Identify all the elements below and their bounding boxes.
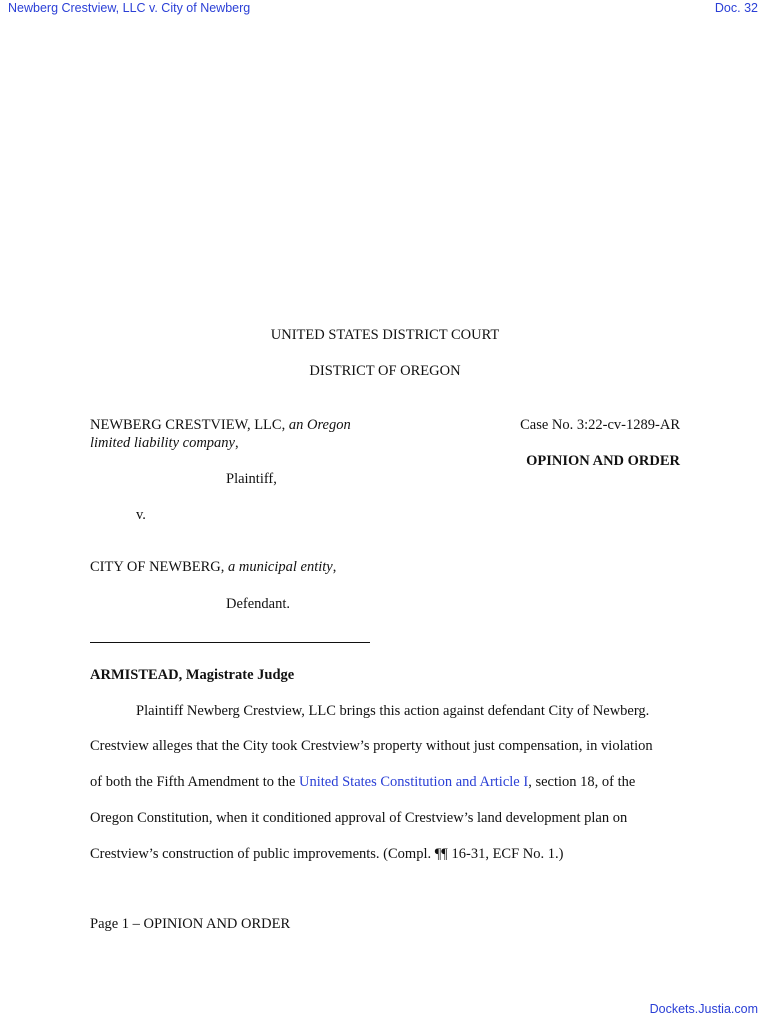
- judge-name: ARMISTEAD, Magistrate Judge: [90, 667, 295, 683]
- defendant-description-suffix: ,: [332, 559, 337, 575]
- plaintiff-line-2: [90, 434, 380, 452]
- body-line-3: [90, 773, 680, 791]
- body-line-3-start: of both the Fifth Amendment to the: [90, 774, 300, 790]
- document-heading: OPINION AND ORDER: [526, 453, 680, 469]
- versus: v.: [136, 507, 146, 523]
- body-line-2: Crestview alleges that the City took Crestview’s property without just compensation, in violation: [90, 738, 653, 754]
- page-footer: Page 1 – OPINION AND ORDER: [90, 916, 291, 932]
- defendant-line: [90, 558, 336, 576]
- doc-number-link[interactable]: Doc. 32: [714, 1, 758, 15]
- justia-source-link[interactable]: Dockets.Justia.com: [649, 1002, 758, 1016]
- body-line-5: Crestview’s construction of public improvements. (Compl. ¶¶ 16-31, ECF No. 1.): [90, 846, 564, 862]
- body-line-4: Oregon Constitution, when it conditioned approval of Crestview’s land development plan on: [90, 810, 628, 826]
- case-title-link[interactable]: Newberg Crestview, LLC v. City of Newberg: [8, 1, 251, 15]
- caption-plaintiff: [90, 416, 380, 452]
- court-name: UNITED STATES DISTRICT COURT: [270, 327, 500, 343]
- plaintiff-description-1: an Oregon: [288, 417, 351, 433]
- body-line-3-end: , section 18, of the: [528, 774, 636, 790]
- defendant-description: a municipal entity: [228, 559, 333, 575]
- caption-divider: [90, 642, 370, 643]
- document-page: [90, 0, 680, 1024]
- body-line-1: Plaintiff Newberg Crestview, LLC brings this action against defendant City of Newberg.: [136, 703, 650, 719]
- constitution-link[interactable]: United States Constitution and Article I: [299, 774, 529, 790]
- defendant-role: Defendant.: [226, 596, 291, 612]
- plaintiff-name: NEWBERG CRESTVIEW, LLC,: [90, 417, 286, 433]
- plaintiff-role: Plaintiff,: [226, 471, 277, 487]
- district-name: DISTRICT OF OREGON: [309, 363, 461, 379]
- plaintiff-description-2-suffix: ,: [234, 435, 239, 451]
- plaintiff-description-2: limited liability company: [90, 435, 235, 451]
- defendant-name: CITY OF NEWBERG,: [90, 559, 225, 575]
- case-number: Case No. 3:22-cv-1289-AR: [520, 417, 680, 433]
- plaintiff-line-1: [90, 416, 380, 434]
